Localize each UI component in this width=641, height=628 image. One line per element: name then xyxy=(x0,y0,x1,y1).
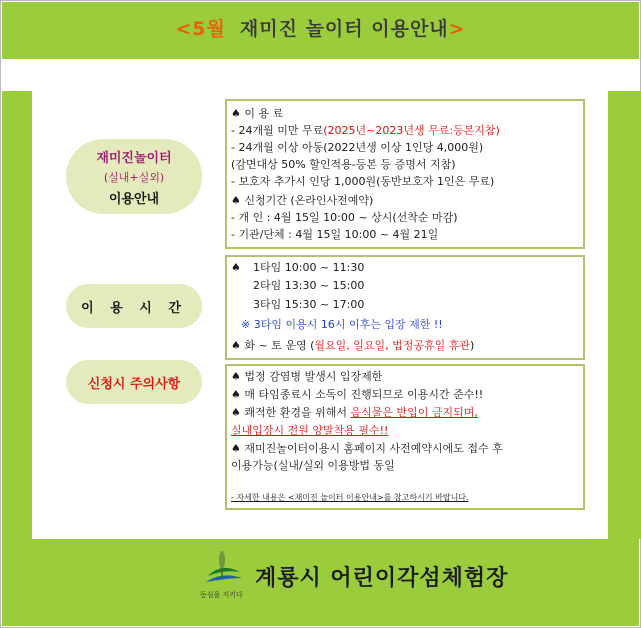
fee-guardian: - 보호자 추가시 인당 1,000원(동반보호자 1인은 무료) xyxy=(231,175,495,188)
label-usage-guide xyxy=(66,139,202,214)
time-section xyxy=(225,255,585,360)
time-slot-2: 2타임 13:30 ~ 15:00 xyxy=(253,279,365,292)
left-border-band xyxy=(2,91,32,539)
sprout-logo-icon xyxy=(198,540,248,592)
slogan: 동심을 지키다 xyxy=(200,591,243,599)
right-border-band xyxy=(608,91,641,539)
fee-heading: ♠ 이 용 료 xyxy=(231,107,284,120)
organization-name: 계룡시 어린이각섬체험장 xyxy=(255,565,509,591)
page-title xyxy=(2,14,639,41)
apply-period-heading: ♠ 신청기간 (온라인사전예약) xyxy=(231,194,374,207)
apply-group: - 기관/단체 : 4월 15일 10:00 ~ 4월 21일 xyxy=(231,228,439,241)
label-playground: 재미진놀이터 xyxy=(96,150,172,166)
apply-individual: - 개 인 : 4월 15일 10:00 ~ 상시(선착순 마감) xyxy=(231,211,458,224)
header-bar xyxy=(2,2,639,59)
label-indoor-outdoor: (실내+실외) xyxy=(103,170,165,184)
time-slot-1: 1타임 10:00 ~ 11:30 xyxy=(253,261,365,274)
fee-section xyxy=(225,99,585,249)
title-close-bracket: > xyxy=(448,18,466,40)
label-precautions-text: 신청시 주의사항 xyxy=(87,376,181,392)
label-usage-time-text: 이 용 시 간 xyxy=(81,300,187,316)
rule-disinfection: ♠ 매 타임종료시 소독이 진행되므로 이용시간 준수!! xyxy=(231,388,484,401)
fee-over-24m: - 24개월 이상 아동(2022년생 이상 1인당 4,000원) xyxy=(231,141,484,154)
rule-reservation-cont: 이용가능(실내/실외 이용방법 동일 xyxy=(231,459,395,472)
title-text: 재미진 놀이터 이용안내 xyxy=(239,18,449,40)
top-spacer xyxy=(2,59,639,91)
time-spade: ♠ xyxy=(231,261,241,274)
rule-epidemic: ♠ 법정 감염병 발생시 입장제한 xyxy=(231,370,383,383)
time-note: ※ 3타임 이용시 16시 이후는 입장 제한 !! xyxy=(241,318,443,331)
rule-socks: 실내입장시 전원 양말착용 필수!! xyxy=(231,424,389,437)
operating-days: ♠ 화 ~ 토 운영 (월요일, 일요일, 법정공휴일 휴관) xyxy=(231,339,475,352)
rule-reservation: ♠ 재미진놀이터이용시 홈페이지 사전예약시에도 접수 후 xyxy=(231,442,503,455)
rule-food: ♠ 쾌적한 환경을 위해서 음식물은 반입이 금지되며, xyxy=(231,406,478,419)
fee-discount: (감면대상 50% 할인적용-등본 등 증명서 지참) xyxy=(231,158,456,171)
fee-under-24m: - 24개월 미만 무료(2025년~2023년생 무료:등본지참) xyxy=(231,124,500,137)
label-guide: 이용안내 xyxy=(108,191,160,207)
title-month: <5월 xyxy=(175,18,226,40)
label-precautions xyxy=(66,360,202,404)
time-slot-3: 3타임 15:30 ~ 17:00 xyxy=(253,298,365,311)
rule-reference: - 자세한 내용은 <재미진 놀이터 이용안내>를 참고하시기 바랍니다. xyxy=(231,493,469,502)
label-usage-time xyxy=(66,284,202,328)
precautions-section xyxy=(225,364,585,510)
